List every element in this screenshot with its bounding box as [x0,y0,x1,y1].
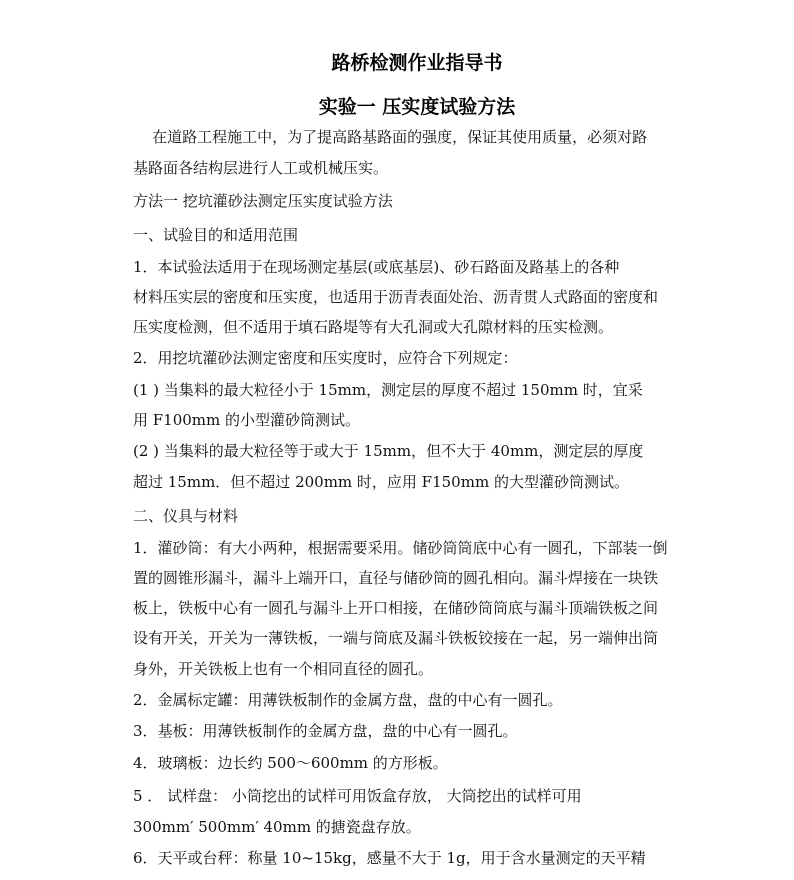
paragraph-line: 300mm′ 500mm′ 40mm 的搪瓷盘存放。 [133,818,421,836]
paragraph-line: 设有开关，开关为一薄铁板，一端与筒底及漏斗铁板铰接在一起，另一端伸出筒 [133,629,659,647]
document-subtitle: 实验一 压实度试验方法 [318,96,516,118]
paragraph-line: 超过 15mm．但不超过 200mm 时，应用 F150mm 的大型灌砂筒测试。 [133,473,629,491]
section-heading: 方法一 挖坑灌砂法测定压实度试验方法 [133,192,393,210]
paragraph-line: (2 ) 当集料的最大粒径等于或大于 15mm，但不大于 40mm，测定层的厚度 [133,442,644,460]
paragraph-line: 2．用挖坑灌砂法测定密度和压实度时，应符合下列规定： [133,349,518,367]
paragraph-line: 置的圆锥形漏斗，漏斗上端开口，直径与储砂筒的圆孔相向。漏斗焊接在一块铁 [133,569,659,587]
paragraph-line: 在道路工程施工中，为了提高路基路面的强度，保证其使用质量，必须对路 [133,128,648,146]
paragraph-line: 5 ． 试样盘： 小筒挖出的试样可用饭盒存放， 大筒挖出的试样可用 [133,787,582,805]
paragraph-line: 压实度检测，但不适用于填石路堤等有大孔洞或大孔隙材料的压实检测。 [133,318,614,336]
paragraph-line: 3．基板：用薄铁板制作的金属方盘，盘的中心有一圆孔。 [133,722,518,740]
paragraph-line: 材料压实层的密度和压实度，也适用于沥青表面处治、沥青贯人式路面的密度和 [133,288,659,306]
section-heading: 二、仪具与材料 [133,507,239,525]
paragraph-line: 身外，开关铁板上也有一个相同直径的圆孔。 [133,660,434,678]
paragraph-line: 2．金属标定罐：用薄铁板制作的金属方盘，盘的中心有一圆孔。 [133,691,563,709]
paragraph-line: 1．灌砂筒：有大小两种，根据需要采用。储砂筒筒底中心有一圆孔，下部装一倒 [133,539,668,557]
paragraph-line: 4．玻璃板：边长约 500～600mm 的方形板。 [133,754,448,772]
section-heading: 一、试验目的和适用范围 [133,226,299,244]
paragraph-line: 6．天平或台秤：称量 10~15kg，感量不大于 1g，用于含水量测定的天平精 [133,849,646,867]
paragraph-line: (1 ) 当集料的最大粒径小于 15mm，测定层的厚度不超过 150mm 时，宜采 [133,381,643,399]
document-title: 路桥检测作业指导书 [331,52,503,74]
paragraph-line: 1．本试验法适用于在现场测定基层(或底基层)、砂石路面及路基上的各种 [133,258,620,276]
paragraph-line: 用 F100mm 的小型灌砂筒测试。 [133,411,361,429]
paragraph-line: 基路面各结构层进行人工或机械压实。 [133,159,389,177]
paragraph-line: 板上，铁板中心有一圆孔与漏斗上开口相接，在储砂筒筒底与漏斗顶端铁板之间 [133,599,659,617]
